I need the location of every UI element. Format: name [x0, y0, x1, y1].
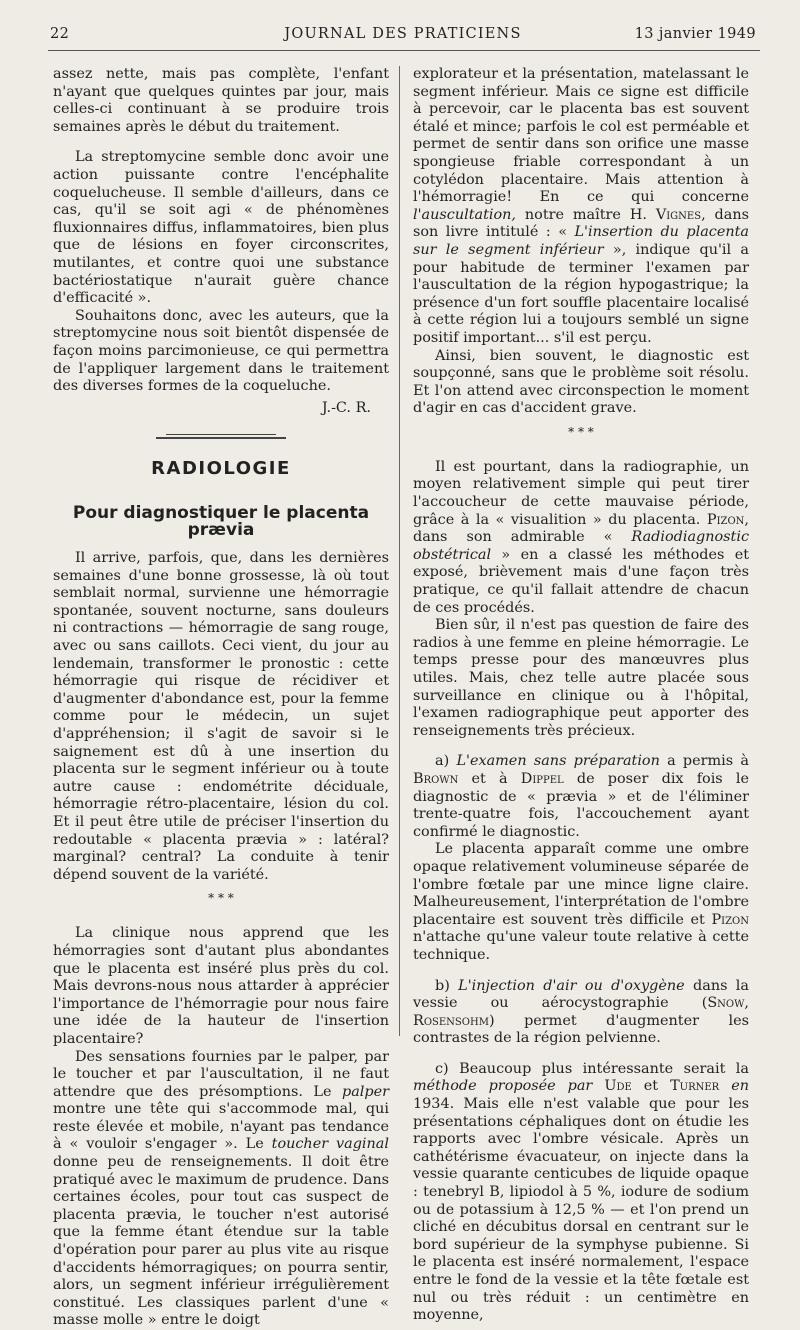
asterism-separator: * * *: [53, 894, 389, 903]
paragraph: Il arrive, parfois, que, dans les dernières semaines d'une bonne grossesse, là où tout semblait normal, survienne une hémorragie spontanée, souvent nocturne, sans douleurs ni contractions — hémorragie de sang rouge, avec ou sans caillots. Ceci vient, du jour au lendemain, transformer le pronostic : cette hémorragie qui risque de récidiver et d'augmenter d'abondance est, pour la femme comme pour le médecin, un sujet d'appréhension; il s'agit de savoir si le saignement est dû à une insertion du placenta sur le segment inférieur ou à toute autre cause : endométrite déciduale, hémorragie rétro-placentaire, lésion du col. Et il peut être utile de préciser l'insertion du redoutable « placenta prævia » : latéral? marginal? central? La conduite à tenir dépend souvent de la variété.: [53, 550, 389, 884]
section-separator: [156, 434, 286, 440]
paragraph: Des sensations fournies par le palper, par le toucher et par l'auscultation, il ne faut attendre que des présomptions. Le palper montre une tête qui s'accommode mal, qui reste élevée et mobile, n'ayant pas tendance à « vouloir s'engager ». Le toucher vaginal donne peu de renseignements. Il doit être pratiqué avec le maximum de prudence. Dans certaines écoles, pour tout cas suspect de placenta prævia, le toucher n'est autorisé que la femme étant étendue sur la table d'opération pour parer au plus vite au risque d'accidents hémorragiques; on pourra sentir, alors, un segment inférieur irrégulièrement constitué. Les classiques parlent d'une « masse molle » entre le doigt: [53, 1049, 389, 1330]
column-divider: [399, 66, 400, 1036]
page-number: 22: [50, 26, 69, 42]
article-title: Pour diagnostiquer le placenta prævia: [53, 505, 389, 540]
paragraph: c) Beaucoup plus intéressante serait la méthode proposée par Ude et Turner en 1934. Mais elle n'est valable que pour les présentations céphaliques dont on étudie les rapports avec l'ombre vésicale. Après un cathétérisme évacuateur, on injecte dans la vessie quarante centicubes de liquide opaque : tenebryl B, lipiodol à 5 %, iodure de sodium ou de potassium à 12,5 % — et l'on prend un cliché en décubitus dorsal en centrant sur le bord supérieur de la symphyse pubienne. Si le placenta est inséré normalement, l'espace entre le fond de la vessie et la tête fœtale est nul ou très réduit : un centimètre en moyenne,: [413, 1061, 749, 1325]
asterism-separator: * * *: [413, 428, 749, 437]
header-rule: [48, 50, 760, 51]
paragraph: a) L'examen sans préparation a permis à Brown et à Dippel de poser dix fois le diagnostic de « prævia » et de l'éliminer trente-quatre fois, l'accouchement ayant confirmé le diagnostic.: [413, 753, 749, 841]
journal-title: JOURNAL DES PRATICIENS: [50, 26, 756, 42]
running-header: [50, 26, 756, 48]
paragraph: La streptomycine semble donc avoir une action puissante contre l'encéphalite coquelucheuse. Il semble d'ailleurs, dans ce cas, qu'il se soit agi « de phénomènes fluxionnaires diffus, inflammatoires, bien plus que de lésions en foyer circonscrites, mutilantes, et contre quoi une substance bactériostatique n'aurait guère chance d'efficacité ».: [53, 149, 389, 307]
author-signature: J.-C. R.: [53, 400, 389, 418]
section-title: RADIOLOGIE: [53, 460, 389, 478]
left-column: [53, 66, 389, 1330]
paragraph: b) L'injection d'air ou d'oxygène dans la vessie ou aérocystographie (Snow, Rosensohm) permet d'augmenter les contrastes de la région pelvienne.: [413, 978, 749, 1048]
issue-date: 13 janvier 1949: [635, 26, 756, 42]
paragraph: assez nette, mais pas complète, l'enfant n'ayant que quelques quintes par jour, mais celles-ci continuant à se produire trois semaines après le début du traitement.: [53, 66, 389, 136]
right-column: [413, 66, 749, 1325]
paragraph: Souhaitons donc, avec les auteurs, que la streptomycine nous soit bientôt dispensée de façon moins parcimonieuse, ce qui permettra de l'appliquer largement dans le traitement des diverses formes de la coqueluche.: [53, 308, 389, 396]
paragraph: Il est pourtant, dans la radiographie, un moyen relativement simple qui peut tirer l'accoucheur de cette mauvaise période, grâce à la « visualition » du placenta. Pizon, dans son admirable « Radiodiagnostic obstétrical » en a classé les méthodes et exposé, brièvement mais d'une façon très pratique, ce qu'il fallait attendre de chacun de ces procédés.: [413, 459, 749, 617]
paragraph: explorateur et la présentation, matelassant le segment inférieur. Mais ce signe est difficile à percevoir, car le placenta bas est souvent étalé et mince; parfois le col est perméable et permet de sentir dans son orifice une masse spongieuse friable correspondant à un cotylédon placentaire. Mais attention à l'hémorragie! En ce qui concerne l'auscultation, notre maître H. Vignes, dans son livre intitulé : « L'insertion du placenta sur le segment inférieur », indique qu'il a pour habitude de terminer l'examen par l'auscultation de la région hypogastrique; la présence d'un fort souffle placentaire localisé à cette région lui a toujours semblé un signe positif important... s'il est perçu.: [413, 66, 749, 348]
paragraph: Bien sûr, il n'est pas question de faire des radios à une femme en pleine hémorragie. Le temps presse pour des manœuvres plus utiles. Mais, chez telle autre placée sous surveillance en clinique ou à l'hôpital, l'examen radiographique peut apporter des renseignements très précieux.: [413, 617, 749, 740]
paragraph: Ainsi, bien souvent, le diagnostic est soupçonné, sans que le problème soit résolu. Et l'on attend avec circonspection le moment d'agir en cas d'accident grave.: [413, 348, 749, 418]
paragraph: La clinique nous apprend que les hémorragies sont d'autant plus abondantes que le placenta est inséré plus près du col. Mais devrons-nous nous attarder à apprécier l'importance de l'hémorragie pour nous faire une idée de la hauteur de l'insertion placentaire?: [53, 925, 389, 1048]
paragraph: Le placenta apparaît comme une ombre opaque relativement volumineuse séparée de l'ombre fœtale par une mince ligne claire. Malheureusement, l'interprétation de l'ombre placentaire est souvent très difficile et Pizon n'attache qu'une valeur toute relative à cette technique.: [413, 841, 749, 964]
